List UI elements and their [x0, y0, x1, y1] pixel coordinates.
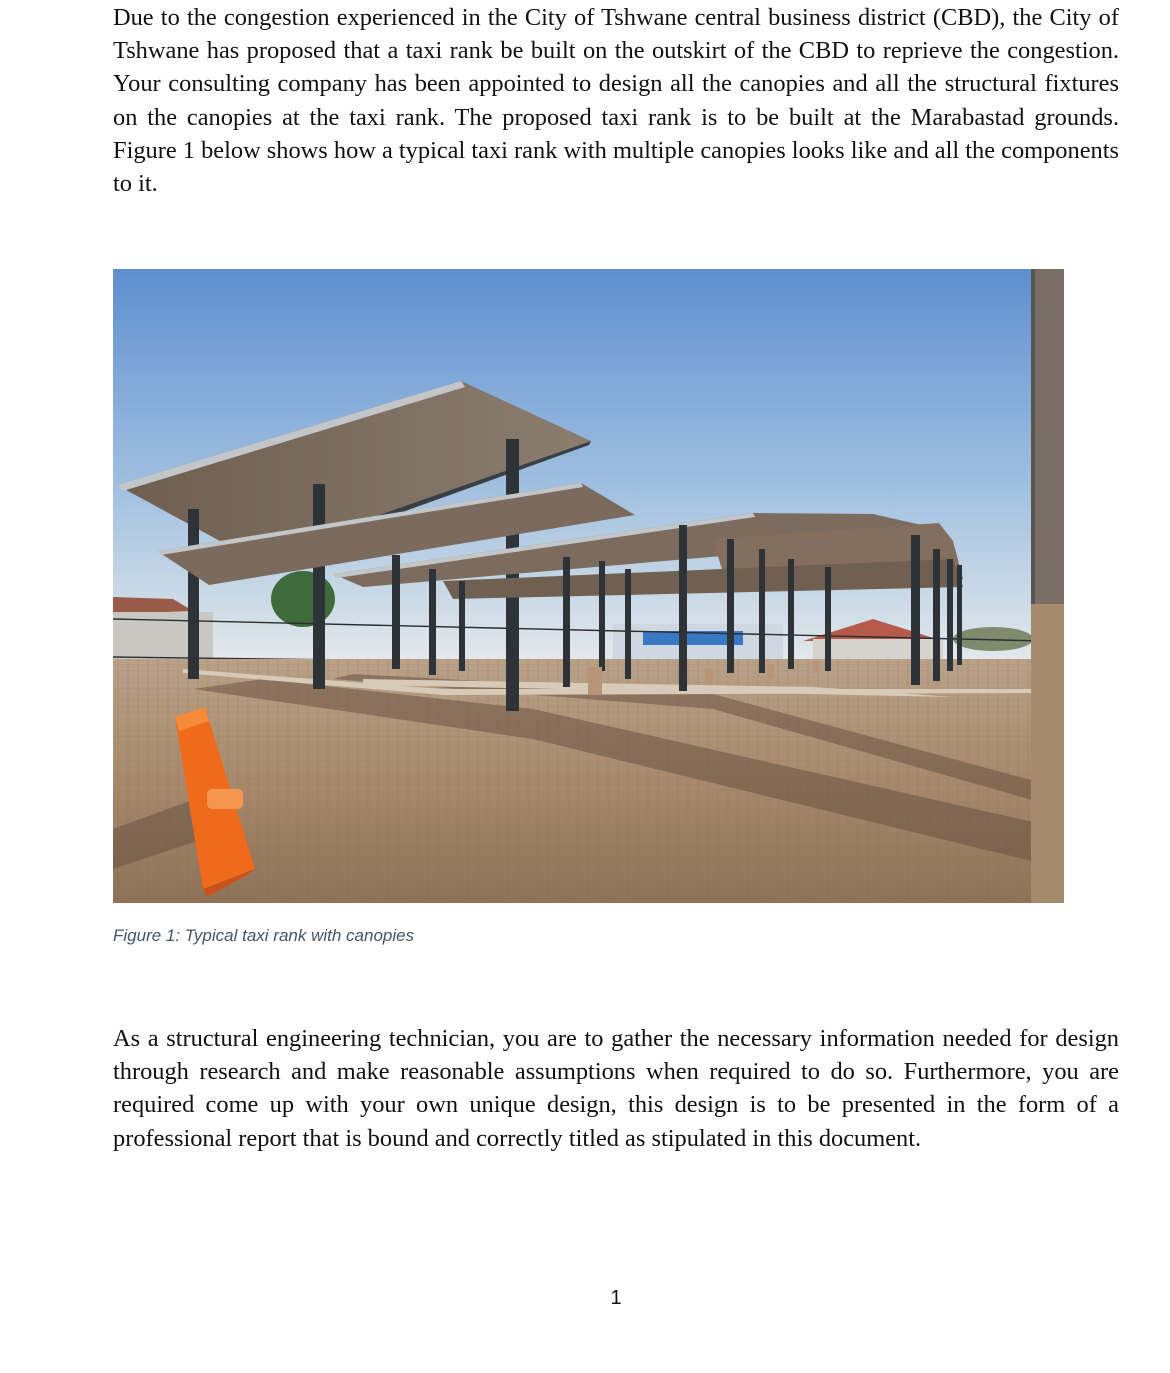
task-paragraph: As a structural engineering technician, you are to gather the necessary information needed for design through research and make reasonable assumptions when required to do so. Furthermore, you are required come up with your own unique design, this design is to be presented in the form of a professional report that is bound and correctly titled as stipulated in this document.	[113, 1025, 1119, 1152]
photo-edge-strip	[1031, 269, 1064, 903]
intro-paragraph: Due to the congestion experienced in the City of Tshwane central business district (CBD), the City of Tshwane has proposed that a taxi rank be built on the outskirt of the CBD to reprieve the congestion. Your consulting company has been appointed to design all the canopies and all the structural fixtures on the canopies at the taxi rank. The proposed taxi rank is to be built at the Marabastad grounds. Figure 1 below shows how a typical taxi rank with multiple canopies looks like and all the components to it.	[113, 4, 1119, 198]
figure-caption: Figure 1: Typical taxi rank with canopies	[113, 926, 415, 945]
page-number: 1	[610, 1287, 622, 1309]
taxi-rank-photo	[113, 269, 1064, 903]
